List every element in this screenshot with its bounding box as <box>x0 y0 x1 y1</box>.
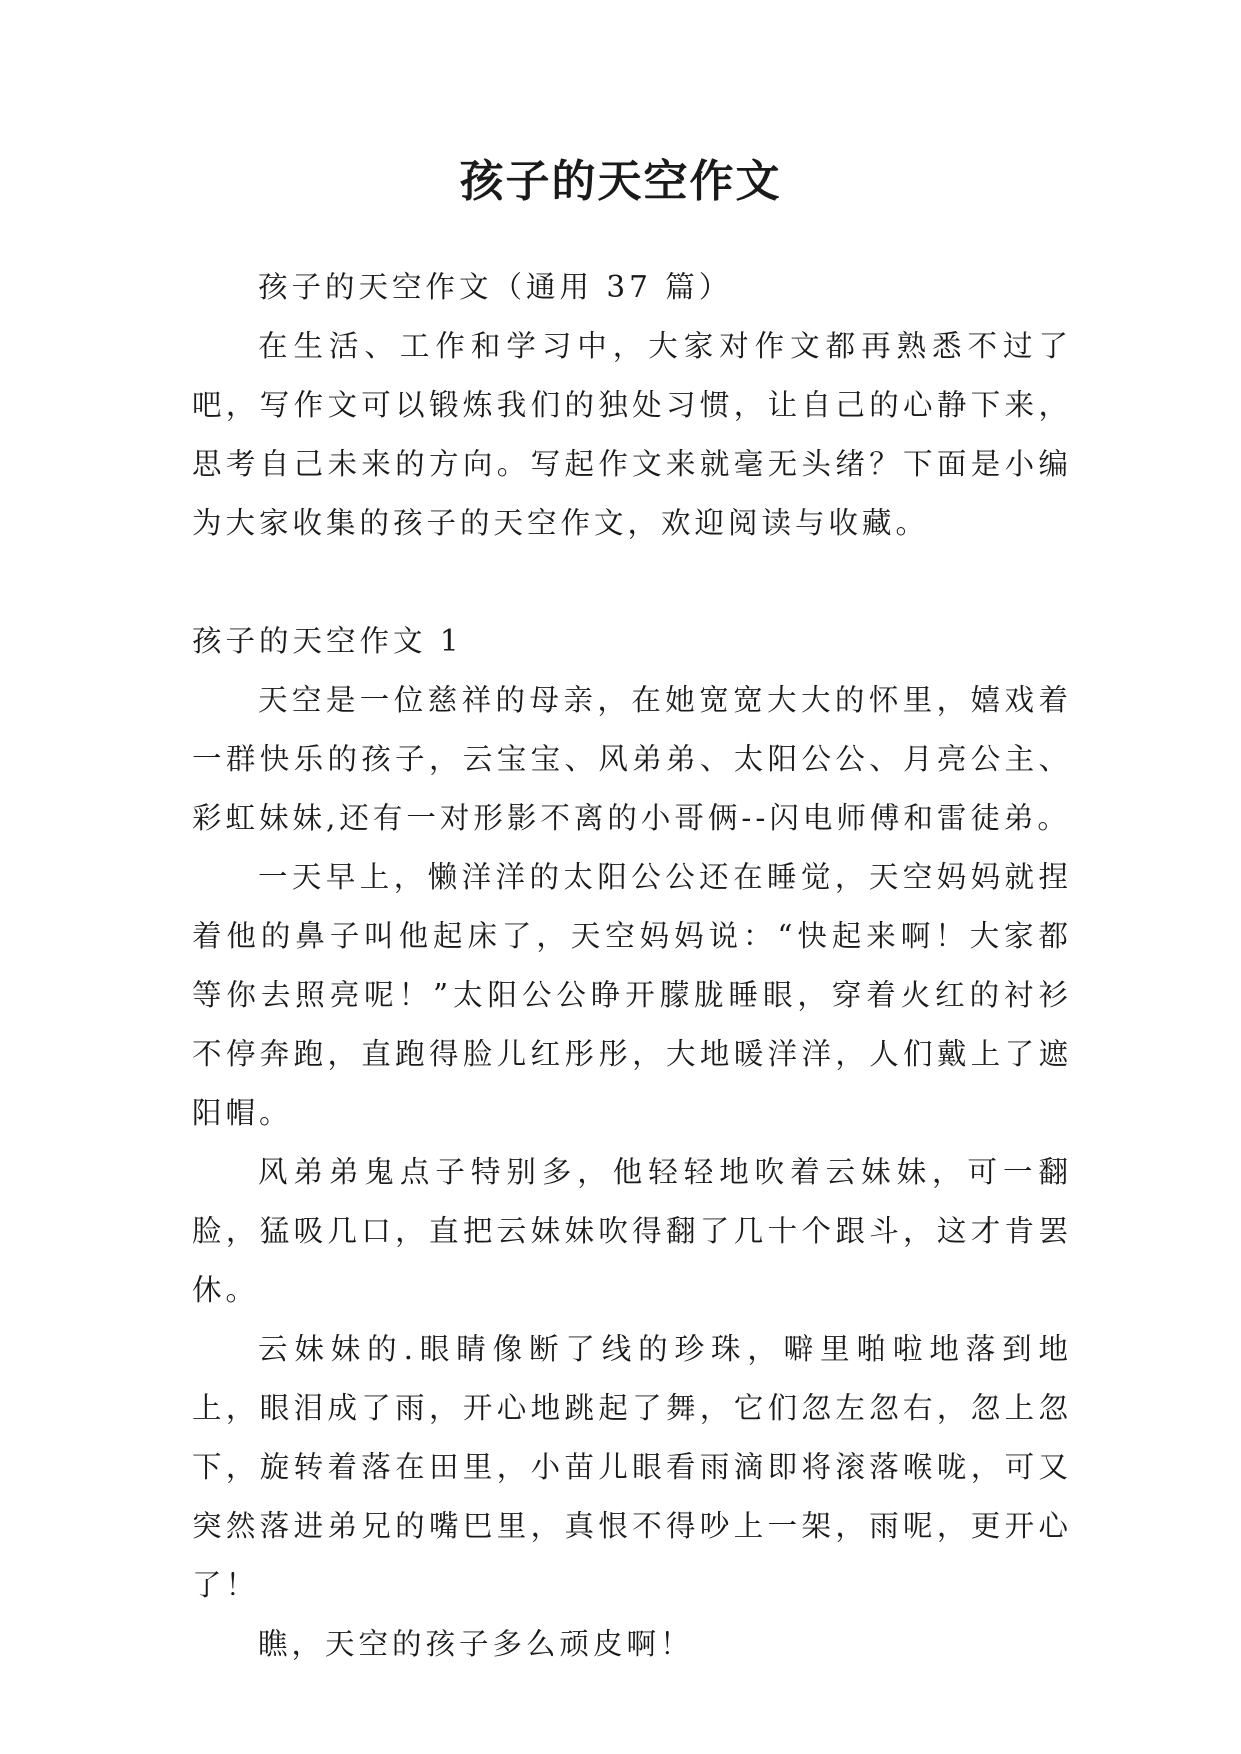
paragraph: 风弟弟鬼点子特别多，他轻轻地吹着云妹妹，可一翻脸，猛吸几口，直把云妹妹吹得翻了几十个跟斗，这才肯罢休。 <box>192 1155 1072 1307</box>
paragraph: 云妹妹的.眼睛像断了线的珍珠，噼里啪啦地落到地上，眼泪成了雨，开心地跳起了舞，它们忽左忽右，忽上忽下，旋转着落在田里，小苗儿眼看雨滴即将滚落喉咙，可又突然落进弟兄的嘴巴里，真恨不得吵上一架，雨呢，更开心了！ <box>192 1332 1072 1602</box>
document-title: 孩子的天空作文 <box>459 156 782 207</box>
paragraph: 瞧，天空的孩子多么顽皮啊！ <box>258 1627 694 1661</box>
section-heading: 孩子的天空作文 1 <box>192 624 463 658</box>
paragraph-gap <box>192 553 1072 612</box>
paragraph: 天空是一位慈祥的母亲，在她宽宽大大的怀里，嬉戏着一群快乐的孩子，云宝宝、风弟弟、太阳公公、月亮公主、彩虹妹妹,还有一对形影不离的小哥俩--闪电师傅和雷徒弟。 <box>192 683 1072 835</box>
paragraph: 一天早上，懒洋洋的太阳公公还在睡觉，天空妈妈就捏着他的鼻子叫他起床了，天空妈妈说：“快起来啊！大家都等你去照亮呢！”太阳公公睁开朦胧睡眼，穿着火红的衬衫不停奔跑，直跑得脸儿红彤彤，大地暖洋洋，人们戴上了遮阳帽。 <box>192 860 1072 1130</box>
document-subtitle: 孩子的天空作文（通用 37 篇） <box>258 270 733 304</box>
intro-paragraph: 在生活、工作和学习中，大家对作文都再熟悉不过了吧，写作文可以锻炼我们的独处习惯，让自己的心静下来，思考自己未来的方向。写起作文来就毫无头绪？下面是小编为大家收集的孩子的天空作文，欢迎阅读与收藏。 <box>192 329 1072 540</box>
document-body <box>192 258 1072 1674</box>
